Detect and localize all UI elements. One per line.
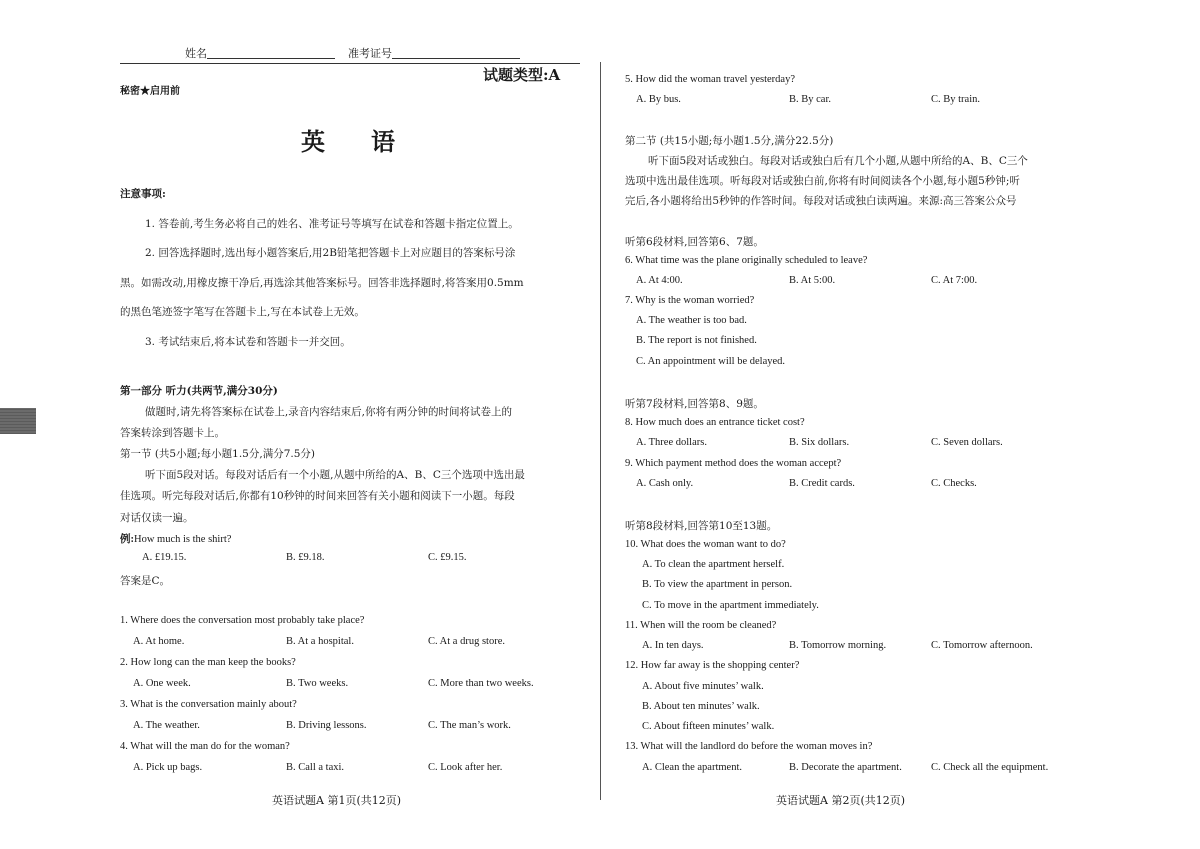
exam-number-blank	[392, 48, 520, 59]
note-2-line-3: 的黑色笔迹签字笔写在答题卡上,写在本试卷上无效。	[120, 306, 365, 318]
q5-option-b: B. By car.	[789, 94, 831, 105]
material-7-intro: 听第7段材料,回答第8、9题。	[625, 398, 764, 410]
q10-option-b: B. To view the apartment in person.	[642, 579, 793, 590]
q12-option-b: B. About ten minutes’ walk.	[642, 701, 760, 712]
page-divider	[600, 62, 601, 800]
q1-option-b: B. At a hospital.	[286, 636, 354, 647]
q2-option-a: A. One week.	[133, 678, 191, 689]
note-2-line-2: 黑。如需改动,用橡皮擦干净后,再选涂其他答案标号。回答非选择题时,将答案用0.5mm	[120, 277, 524, 289]
section1-line-2: 佳选项。听完每段对话后,你都有10秒钟的时间来回答有关小题和阅读下一小题。每段	[120, 490, 515, 502]
example-text: How much is the shirt?	[134, 534, 232, 545]
q10-option-c: C. To move in the apartment immediately.	[642, 600, 819, 611]
question-8: 8. How much does an entrance ticket cost?	[625, 417, 805, 428]
section1-heading: 第一节 (共5小题;每小题1.5分,满分7.5分)	[120, 448, 315, 460]
section2-line-3: 完后,各小题将给出5秒钟的作答时间。每段对话或独白读两遍。来源:高三答案公众号	[625, 195, 1017, 207]
q11-option-c: C. Tomorrow afternoon.	[931, 640, 1033, 651]
name-field	[185, 45, 335, 61]
question-7: 7. Why is the woman worried?	[625, 295, 755, 306]
q3-option-c: C. The man’s work.	[428, 720, 511, 731]
section2-line-2: 选项中选出最佳选项。听每段对话或独白前,你将有时间阅读各个小题,每小题5秒钟;听	[625, 175, 1020, 187]
q10-option-a: A. To clean the apartment herself.	[642, 559, 785, 570]
q2-option-b: B. Two weeks.	[286, 678, 349, 689]
example-option-c: C. £9.15.	[428, 552, 467, 563]
note-1: 1. 答卷前,考生务必将自己的姓名、准考证号等填写在试卷和答题卡指定位置上。	[145, 218, 519, 230]
question-2: 2. How long can the man keep the books?	[120, 657, 296, 668]
question-12: 12. How far away is the shopping center?	[625, 660, 800, 671]
q8-option-c: C. Seven dollars.	[931, 437, 1003, 448]
q3-option-b: B. Driving lessons.	[286, 720, 367, 731]
paper-type-label: 试题类型:A	[483, 66, 561, 84]
section1-line-3: 对话仅读一遍。	[120, 512, 194, 524]
question-3: 3. What is the conversation mainly about?	[120, 699, 297, 710]
section1-line-1: 听下面5段对话。每段对话后有一个小题,从题中所给的A、B、C三个选项中选出最	[145, 469, 525, 481]
q9-option-a: A. Cash only.	[636, 478, 694, 489]
q8-option-a: A. Three dollars.	[636, 437, 707, 448]
name-label: 姓名	[185, 47, 207, 60]
scan-mark	[0, 408, 36, 434]
notes-heading: 注意事项:	[120, 188, 166, 200]
q4-option-b: B. Call a taxi.	[286, 762, 345, 773]
page-title: 英语	[301, 127, 441, 156]
question-11: 11. When will the room be cleaned?	[625, 620, 777, 631]
name-blank	[207, 48, 335, 59]
q7-option-a: A. The weather is too bad.	[636, 315, 747, 326]
q13-option-c: C. Check all the equipment.	[931, 762, 1049, 773]
example-label: 例:	[120, 534, 134, 545]
q5-option-c: C. By train.	[931, 94, 980, 105]
q13-option-b: B. Decorate the apartment.	[789, 762, 902, 773]
q6-option-a: A. At 4:00.	[636, 275, 683, 286]
q12-option-a: A. About five minutes’ walk.	[642, 681, 764, 692]
q7-option-b: B. The report is not finished.	[636, 335, 757, 346]
q5-option-a: A. By bus.	[636, 94, 681, 105]
q4-option-c: C. Look after her.	[428, 762, 503, 773]
part1-intro-line-1: 做题时,请先将答案标在试卷上,录音内容结束后,你将有两分钟的时间将试卷上的	[145, 406, 513, 418]
example-option-a: A. £19.15.	[142, 552, 187, 563]
q1-option-c: C. At a drug store.	[428, 636, 505, 647]
question-9: 9. Which payment method does the woman accept?	[625, 458, 842, 469]
q11-option-a: A. In ten days.	[642, 640, 704, 651]
question-6: 6. What time was the plane originally scheduled to leave?	[625, 255, 868, 266]
question-5: 5. How did the woman travel yesterday?	[625, 74, 795, 85]
q4-option-a: A. Pick up bags.	[133, 762, 203, 773]
q9-option-c: C. Checks.	[931, 478, 977, 489]
q9-option-b: B. Credit cards.	[789, 478, 855, 489]
q12-option-c: C. About fifteen minutes’ walk.	[642, 721, 775, 732]
example-question	[120, 531, 231, 546]
material-8-intro: 听第8段材料,回答第10至13题。	[625, 520, 778, 532]
footer-left: 英语试题A 第1页(共12页)	[272, 794, 402, 807]
secret-label: 秘密★启用前	[120, 86, 180, 97]
section2-heading: 第二节 (共15小题;每小题1.5分,满分22.5分)	[625, 135, 834, 147]
q6-option-b: B. At 5:00.	[789, 275, 836, 286]
exam-number-field	[348, 45, 520, 61]
q2-option-c: C. More than two weeks.	[428, 678, 534, 689]
question-4: 4. What will the man do for the woman?	[120, 741, 290, 752]
q11-option-b: B. Tomorrow morning.	[789, 640, 887, 651]
material-6-intro: 听第6段材料,回答第6、7题。	[625, 236, 764, 248]
q8-option-b: B. Six dollars.	[789, 437, 850, 448]
q1-option-a: A. At home.	[133, 636, 185, 647]
section2-line-1: 听下面5段对话或独白。每段对话或独白后有几个小题,从题中所给的A、B、C三个	[648, 155, 1028, 167]
part1-heading: 第一部分 听力(共两节,满分30分)	[120, 385, 278, 397]
note-3: 3. 考试结束后,将本试卷和答题卡一并交回。	[145, 336, 351, 348]
example-answer: 答案是C。	[120, 575, 171, 587]
part1-intro-line-2: 答案转涂到答题卡上。	[120, 427, 225, 439]
question-13: 13. What will the landlord do before the woman moves in?	[625, 741, 873, 752]
example-option-b: B. £9.18.	[286, 552, 325, 563]
q6-option-c: C. At 7:00.	[931, 275, 978, 286]
footer-right: 英语试题A 第2页(共12页)	[776, 794, 906, 807]
note-2-line-1: 2. 回答选择题时,选出每小题答案后,用2B铅笔把答题卡上对应题目的答案标号涂	[145, 247, 516, 259]
q7-option-c: C. An appointment will be delayed.	[636, 356, 786, 367]
exam-number-label: 准考证号	[348, 47, 392, 60]
question-1: 1. Where does the conversation most probably take place?	[120, 615, 365, 626]
q13-option-a: A. Clean the apartment.	[642, 762, 743, 773]
q3-option-a: A. The weather.	[133, 720, 200, 731]
question-10: 10. What does the woman want to do?	[625, 539, 786, 550]
